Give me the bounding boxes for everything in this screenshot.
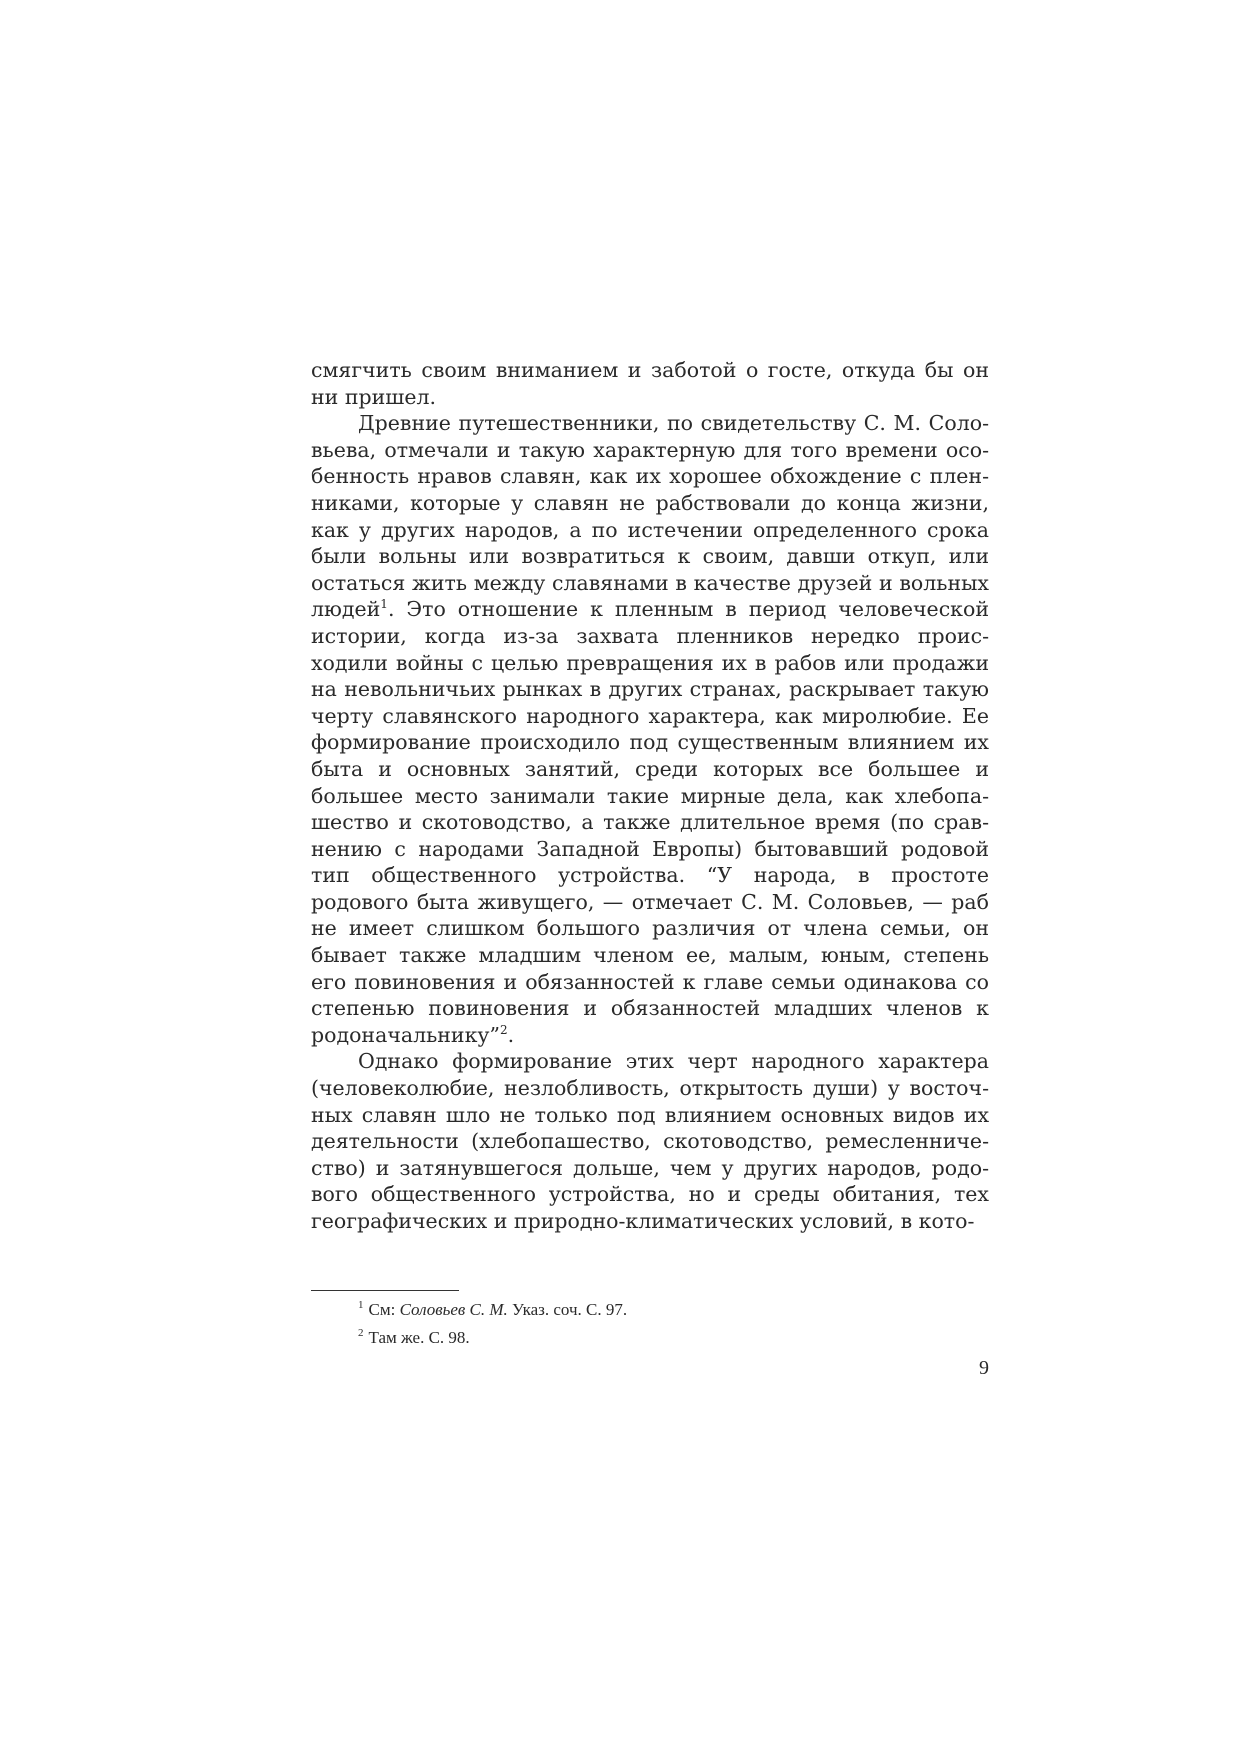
footnote-1-prefix: См: [368, 1300, 400, 1319]
footnote-1-author: Соловьев С. М. [399, 1300, 508, 1319]
footnote-1 [311, 1296, 989, 1324]
footnote-divider [311, 1290, 459, 1291]
paragraph-3 [311, 1048, 989, 1234]
paragraph-2-text-b: . Это отношение к пленным в период человеческой истории, когда из-за захвата пленников нередко происходили войны с целью превращения их в рабов или продажи на невольничьих рынках в других странах, раскрывает такую черту славянского народного характера, как миролюбие. Ее формирование происходило под существенным влиянием их быта и основных занятий, среди которых все большее и большее место занимали такие мирные дела, как хлебопашество и скотоводство, а также длительное время (по сравнению с народами Западной Европы) бытовавший родовой тип общественного устройства. “У народа, в простоте родового быта живущего, — отмечает С. М. Соловьев, — раб не имеет слишком большого различия от члена семьи, он бывает также младшим членом ее, малым, юным, степень его повиновения и обязанностей к главе семьи одинакова со степенью повиновения и обязанностей младших членов к родоначальнику” [311, 597, 989, 1047]
paragraph-2-text-c: . [507, 1022, 515, 1047]
main-text [311, 357, 989, 1235]
footnote-ref-2[interactable]: 2 [499, 1023, 508, 1038]
paragraph-3-text: Однако формирование этих черт народного характера (человеколюбие, незлобливость, открытость души) у восточных славян шло не только под влиянием основных видов их деятельности (хлебопашество, скотоводство, ремесленничество) и затянувшегося дольше, чем у других народов, родового общественного устройства, но и среды обитания, тех географических и природно-климатических условий, в кото- [311, 1049, 989, 1233]
paragraph-2-text-a: Древние путешественники, по свидетельству С. М. Соловьева, отмечали и такую характерную для того времени особенность нравов славян, как их хорошее обхождение с пленниками, которые у славян не рабствовали до конца жизни, как у других народов, а по истечении определенного срока были вольны или возвратиться к своим, давши откуп, или остаться жить между славянами в качестве друзей и вольных людей [311, 411, 989, 622]
footnote-2-number: 2 [358, 1327, 364, 1340]
footnote-1-number: 1 [358, 1299, 364, 1312]
footnotes [311, 1296, 989, 1352]
paragraph-2 [311, 410, 989, 1048]
footnote-1-rest: Указ. соч. С. 97. [507, 1300, 628, 1319]
footnote-ref-1[interactable]: 1 [380, 597, 388, 612]
paragraph-1 [311, 357, 989, 410]
page-number: 9 [979, 1357, 989, 1379]
footnote-2-text: Там же. С. 98. [368, 1328, 470, 1347]
paragraph-1-text: смягчить своим вниманием и заботой о госте, откуда бы он ни пришел. [311, 358, 989, 409]
footnote-2 [311, 1324, 989, 1352]
